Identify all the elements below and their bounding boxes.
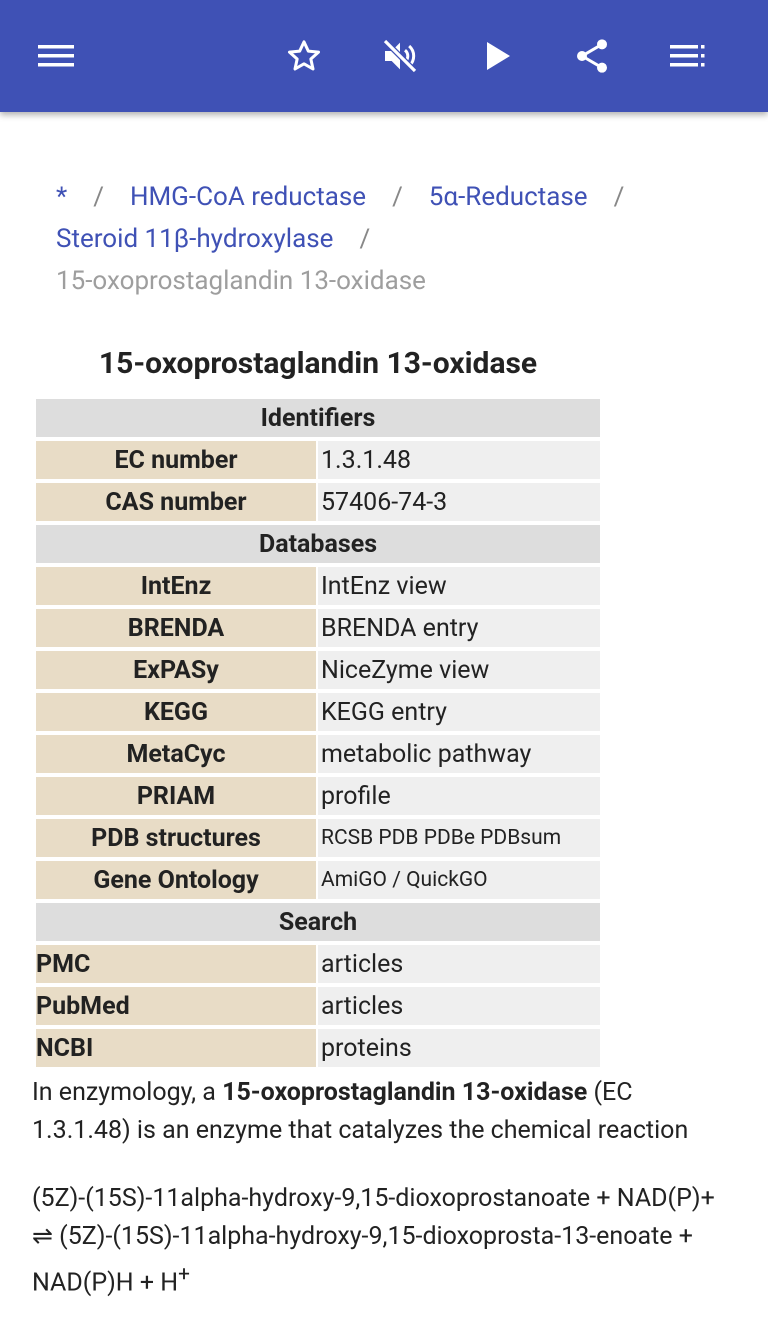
article-body (32, 1074, 732, 1332)
pubmed-label: PubMed (36, 987, 316, 1025)
pdbsum-link[interactable]: PDBsum (480, 826, 562, 850)
quickgo-link[interactable]: QuickGO (406, 868, 488, 892)
section-header-databases: Databases (36, 525, 600, 563)
table-row (36, 735, 600, 773)
table-row (36, 525, 600, 563)
playlist-icon[interactable] (660, 28, 716, 84)
breadcrumb-separator: / (359, 224, 371, 254)
cas-number-label: CAS number (36, 483, 316, 521)
pdb-structures-label: PDB structures (36, 819, 316, 857)
gene-ontology-value (318, 861, 600, 899)
breadcrumb-separator: / (392, 182, 403, 212)
section-header-search: Search (36, 903, 600, 941)
section-header-identifiers: Identifiers (36, 399, 600, 437)
table-row (36, 777, 600, 815)
reaction-products: (5Z)-(15S)-11alpha-hydroxy-9,15-dioxoprosta-13-enoate + NAD(P)H + H (32, 1222, 693, 1298)
intro-paragraph (32, 1074, 732, 1150)
table-row (36, 987, 600, 1025)
table-row (36, 693, 600, 731)
table-row (36, 567, 600, 605)
table-row (36, 609, 600, 647)
nicezyme-view-link[interactable]: NiceZyme view (318, 651, 600, 689)
infobox-title: 15-oxoprostaglandin 13-oxidase (98, 346, 538, 381)
rcsb-pdb-link[interactable]: RCSB PDB (321, 826, 419, 850)
intro-enzyme-name: 15-oxoprostaglandin 13-oxidase (222, 1078, 588, 1107)
equilibrium-arrow-icon: ⇌ (32, 1222, 53, 1251)
ncbi-label: NCBI (36, 1029, 316, 1067)
mute-icon[interactable] (372, 28, 428, 84)
breadcrumb-item-hmg-coa-reductase[interactable]: HMG-CoA reductase (129, 182, 367, 212)
breadcrumb-item-steroid-11b-hydroxylase[interactable]: Steroid 11β-hydroxylase (56, 224, 334, 254)
breadcrumb (56, 176, 736, 302)
table-row (36, 483, 600, 521)
go-separator: / (392, 868, 401, 892)
cas-number-value: 57406-74-3 (318, 483, 600, 521)
brenda-label: BRENDA (36, 609, 316, 647)
pmc-articles-link[interactable]: articles (318, 945, 600, 983)
table-row (36, 1029, 600, 1067)
pdb-structures-value (318, 819, 600, 857)
share-icon[interactable] (564, 28, 620, 84)
metabolic-pathway-link[interactable]: metabolic pathway (318, 735, 600, 773)
breadcrumb-home-link[interactable]: * (56, 182, 68, 212)
brenda-entry-link[interactable]: BRENDA entry (318, 609, 600, 647)
play-icon[interactable] (470, 28, 526, 84)
expasy-label: ExPASy (36, 651, 316, 689)
intenz-label: IntEnz (36, 567, 316, 605)
table-row (36, 819, 600, 857)
table-row (36, 399, 600, 437)
gene-ontology-label: Gene Ontology (36, 861, 316, 899)
table-row (36, 861, 600, 899)
intro-text-end: (EC 1.3.1.48) is an enzyme that catalyzes the chemical reaction (32, 1078, 689, 1145)
menu-icon[interactable] (28, 28, 84, 84)
ec-number-label: EC number (36, 441, 316, 479)
table-row (36, 903, 600, 941)
breadcrumb-item-5a-reductase[interactable]: 5α-Reductase (428, 182, 588, 212)
kegg-entry-link[interactable]: KEGG entry (318, 693, 600, 731)
ncbi-proteins-link[interactable]: proteins (318, 1029, 600, 1067)
breadcrumb-separator: / (613, 182, 625, 212)
table-row (36, 441, 600, 479)
pubmed-articles-link[interactable]: articles (318, 987, 600, 1025)
app-bar (0, 0, 768, 112)
reaction-substrates: (5Z)-(15S)-11alpha-hydroxy-9,15-dioxoprostanoate + NAD(P)+ (32, 1184, 715, 1213)
table-row (36, 651, 600, 689)
metacyc-label: MetaCyc (36, 735, 316, 773)
breadcrumb-line-1 (56, 176, 736, 218)
pmc-label: PMC (36, 945, 316, 983)
reaction-superscript: + (178, 1263, 190, 1287)
star-icon[interactable] (276, 28, 332, 84)
breadcrumb-current: 15-oxoprostaglandin 13-oxidase (56, 266, 426, 296)
pdbe-link[interactable]: PDBe (423, 826, 475, 850)
amigo-link[interactable]: AmiGO (321, 868, 387, 892)
intro-text: In enzymology, a (32, 1078, 223, 1107)
priam-profile-link[interactable]: profile (318, 777, 600, 815)
kegg-label: KEGG (36, 693, 316, 731)
table-row (36, 945, 600, 983)
priam-label: PRIAM (36, 777, 316, 815)
ec-number-value: 1.3.1.48 (318, 441, 600, 479)
reaction-paragraph (32, 1180, 732, 1302)
breadcrumb-separator: / (93, 182, 104, 212)
infobox-table (34, 395, 602, 1071)
intenz-view-link[interactable]: IntEnz view (318, 567, 600, 605)
breadcrumb-line-2 (56, 218, 736, 260)
